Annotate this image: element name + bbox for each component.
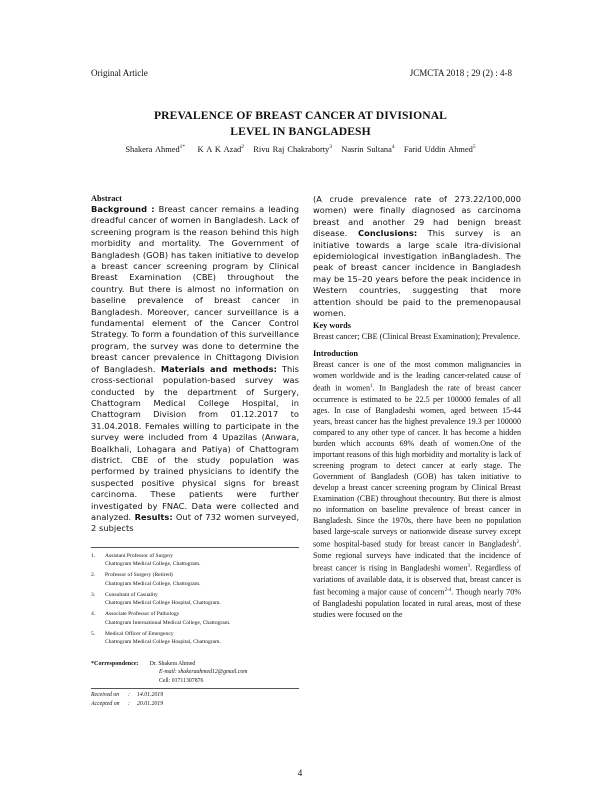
title-line-1: PREVALENCE OF BREAST CANCER AT DIVISIONAL [153,109,448,122]
article-type: Original Article [91,68,148,78]
footnote-divider [91,547,299,548]
abstract-body-part2 [313,194,521,319]
dates-divider [91,688,299,689]
citation-ref: 2-4 [444,587,452,593]
footnote-item: 2. Professor of Surgery (Retired) Chattogram Medical College, Chattogram. [91,572,201,587]
correspondence-cell: Cell: 01711307876 [159,677,204,684]
correspondence-name: Dr. Shakera Ahmed [149,661,196,667]
submission-dates: Received on : 14.01.2019 Accepted on : 20.01.2019 [91,692,164,707]
methods-label: Materials and methods: [155,363,277,374]
affiliation-footnotes [91,552,299,649]
introduction-heading: Introduction [313,348,359,358]
right-column [313,194,521,620]
citation-ref: 2 [516,540,519,546]
author: Shakera Ahmed$^{1*}$ [125,144,186,154]
correspondence-label: *Correspondence: [91,661,139,667]
citation-ref: 3 [467,563,471,569]
correspondence-block [91,660,299,685]
background-text: Breast cancer remains a leading dreadful cancer of women in Bangladesh. Lack of screening program is the reason behind this high morbidity and mortality. The Government of Bangladesh (GOB) has taken initiative to develop a breast cancer screening program by Clinical Breast Examination (CBE) throughout the country. But there is almost no information on baseline prevalence of breast cancer in Bangladesh. Moreover, cancer surveillance is a fundamental element of the Cancer Control Strategy. To form a foundation of this surveillance program, the survey was done to determine the breast cancer prevalence in Chittagong Division of Bangladesh. [91,204,299,374]
journal-citation: JCMCTA 2018 ; 29 (2) : 4-8 [409,68,512,78]
accepted-label: Accepted on [91,701,120,707]
title-line-2: LEVEL IN BANGLADESH [230,125,371,138]
results-text-end: (A crude prevalence rate of 273.22/100,000 women) were finally diagnosed as carcinoma breast and another 29 had benign breast disease. [313,194,521,239]
author: Farid Uddin Ahmed$^5$ [403,144,476,154]
footnote-item: 4. Associate Professor of Pathology Chattogram International Medical College, Chattogram. [91,611,231,626]
correspondence-email[interactable]: E-mail: shakeraahmed12@gmail.com [159,669,248,676]
author-list [91,144,510,154]
keywords-heading: Key words [313,321,352,331]
introduction-text: Breast cancer is one of the most common malignancies in women worldwide and is the leading cancer-related cause of death in women$^1$. In Bangladesh the rate of breast cancer occurrence is estimated to be 22.5 per 100000 females of all ages. In case of Bangladeshi women, aged between 15-44 years, breast cancer has the highest prevalence 19.3 per 100000 compared to any other type of cancer. It has become a hidden burden which accounts 69% death of women.One of the important reasons of this high morbidity and mortality is lack of screening program to detect cancer at early stage. The Government of Bangladesh (GOB) has taken initiative to develop a breast cancer screening program by Clinical Breast Examination (CBE) throughout thecountry. But there is almost no information on baseline prevalence of breast cancer in Bangladesh. Since the 1970s, there have been no population based large-scale surveys or nationwide disease survey except some hospital-based study for breast cancer in Bangladesh$^2$. Some regional surveys have indicated that the incidence of breast cancer is rising in Bangladeshi women$^3$. Regardless of variations of available data, it is observed that, breast cancer is fast becoming a major cause of concern$^{2-4}$. Though nearly 70% of Bangladeshi population located in rural areas, most of these studies were focused on the [313,359,521,619]
conclusions-text: This survey is an initiative towards a large scale itra-divisional epidemiological investigation inBangladesh. The peak of breast cancer incidence in Bangladesh may be 15–20 years before the peak incidence in Western countries, suggesting that more attention should be paid to the premenopausal women. [313,228,522,319]
abstract-heading: Abstract [91,194,122,203]
article-title [91,108,510,140]
received-date: 14.01.2019 [137,692,164,698]
background-label: Background : [91,204,155,214]
conclusions-label: Conclusions: [347,228,418,239]
left-column [91,194,299,535]
keywords-text: Breast cancer; CBE (Clinical Breast Examination); Prevalence. [313,332,521,342]
citation-ref: 1 [370,383,373,389]
author: K A K Azad$^2$ [197,144,244,154]
received-label: Received on [91,692,120,698]
footnote-item: 5. Medical Officer of Emergency Chattogram Medical College Hospital, Chattogram. [91,630,221,646]
author: Nasrin Sultana$^4$ [341,144,395,154]
results-label: Results: [131,511,173,522]
accepted-date: 20.01.2019 [137,701,164,707]
methods-text: This cross-sectional population-based survey was conducted by the department of Surgery, Chattogram Medical College Hospital, in Chattogram Division from 01.12.2017 to 31.04.2018. Females willing to participate in the survey were included from 4 Upazilas (Anwara, Boalkhali, Lohagara and Patiya) of Chattogram district. CBE of the study population was performed by trained physicians to identify the suspected positive physical signs for breast carcinoma. These patients were further investigated by FNAC. Data were collected and analyzed. [91,363,299,522]
abstract-body-part1 [91,204,299,535]
footnote-item: 1. Assistant Professor of Surgery Chattogram Medical College, Chattogram. [91,553,201,568]
footnote-item: 3. Consultant of Casuality Chattogram Medical College Hospital, Chattogram. [91,591,221,607]
results-text-start: Out of 732 women surveyed, 2 subjects [91,511,299,534]
page-number: 4 [297,768,303,778]
author: Rivu Raj Chakraborty$^3$ [253,144,332,154]
